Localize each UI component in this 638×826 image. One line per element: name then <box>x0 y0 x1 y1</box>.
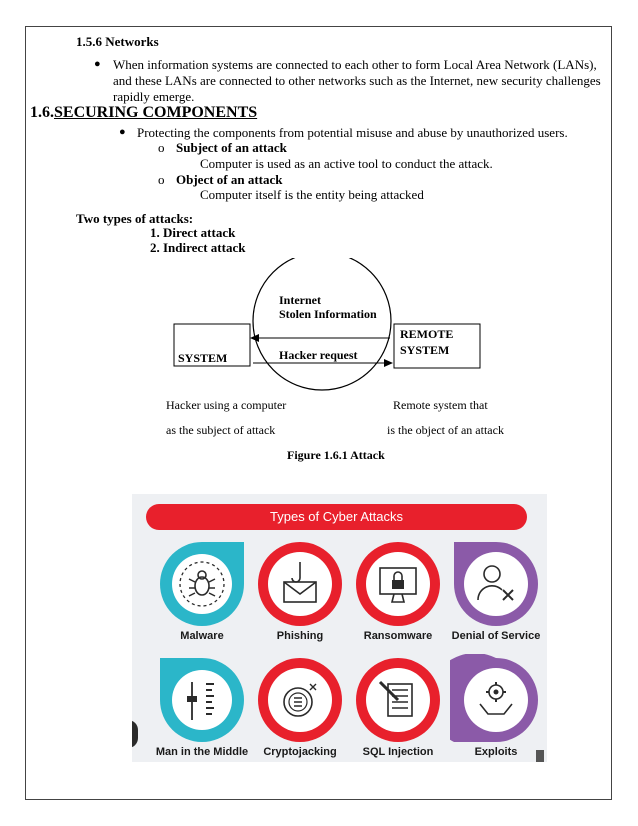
locked-monitor-icon <box>352 538 444 630</box>
right-caption-2: is the object of an attack <box>387 423 504 437</box>
tile-label: SQL Injection <box>362 746 434 758</box>
cyber-attacks-infographic <box>132 494 547 762</box>
gear-hands-icon <box>450 654 542 746</box>
tile-label: Cryptojacking <box>263 746 337 758</box>
left-caption-1: Hacker using a computer <box>166 398 287 412</box>
infographic-title: Types of Cyber Attacks <box>146 504 527 530</box>
figure-caption: Figure 1.6.1 Attack <box>287 448 385 462</box>
tile-cryptojacking <box>254 654 346 762</box>
system-label: SYSTEM <box>178 351 228 365</box>
left-caption-2: as the subject of attack <box>166 423 276 437</box>
networks-line-3: rapidly emerge. <box>113 89 195 104</box>
coin-icon <box>254 654 346 746</box>
attack-type-item: 2. Indirect attack <box>150 240 246 255</box>
tile-sql-injection <box>352 654 444 762</box>
tile-label: Exploits <box>474 746 518 758</box>
subject-text: Computer is used as an active tool to conduct the attack. <box>200 156 493 171</box>
object-text: Computer itself is the entity being attacked <box>200 187 424 202</box>
edge-fragment <box>132 720 138 748</box>
subsection-heading: 1.5.6 Networks <box>76 34 159 49</box>
tile-exploits <box>450 654 542 762</box>
circle-bullet: o <box>158 172 165 187</box>
hacker-request-label: Hacker request <box>279 348 358 362</box>
tile-label: Malware <box>180 630 224 642</box>
subject-heading: Subject of an attack <box>176 140 287 155</box>
tile-man-in-the-middle <box>156 654 248 762</box>
object-heading: Object of an attack <box>176 172 283 187</box>
tile-label: Ransomware <box>363 630 433 642</box>
networks-line-1: When information systems are connected to each other to form Local Area Network (LANs), <box>113 57 597 72</box>
slider-icon <box>156 654 248 746</box>
remote-label-1: REMOTE <box>400 327 454 341</box>
right-caption-1: Remote system that <box>393 398 488 412</box>
user-block-icon <box>450 538 542 630</box>
bug-icon <box>156 538 248 630</box>
remote-label-2: SYSTEM <box>400 343 450 357</box>
attack-types-heading: Two types of attacks: <box>76 211 194 226</box>
circle-bullet: o <box>158 140 165 155</box>
tile-ransomware <box>352 538 444 648</box>
section-heading: 1.6.SECURING COMPONENTS <box>30 104 258 121</box>
bullet-dot: ● <box>94 58 101 70</box>
edge-fragment <box>536 750 544 762</box>
tile-denial-of-service <box>450 538 542 648</box>
securing-bullet-text: Protecting the components from potential misuse and abuse by unauthorized users. <box>137 125 568 140</box>
internet-circle <box>253 258 391 390</box>
tile-label: Man in the Middle <box>155 746 249 758</box>
bullet-dot: ● <box>119 126 126 138</box>
syringe-icon <box>352 654 444 746</box>
tile-phishing <box>254 538 346 648</box>
tile-label: Denial of Service <box>451 630 541 642</box>
email-hook-icon <box>254 538 346 630</box>
stolen-info-label: Stolen Information <box>279 307 377 321</box>
attack-type-item: 1. Direct attack <box>150 225 236 240</box>
internet-label: Internet <box>279 293 321 307</box>
tile-label: Phishing <box>276 630 324 642</box>
networks-line-2: and these LANs are connected to other networks such as the Internet, new security challenges <box>113 73 601 88</box>
tile-malware <box>156 538 248 648</box>
